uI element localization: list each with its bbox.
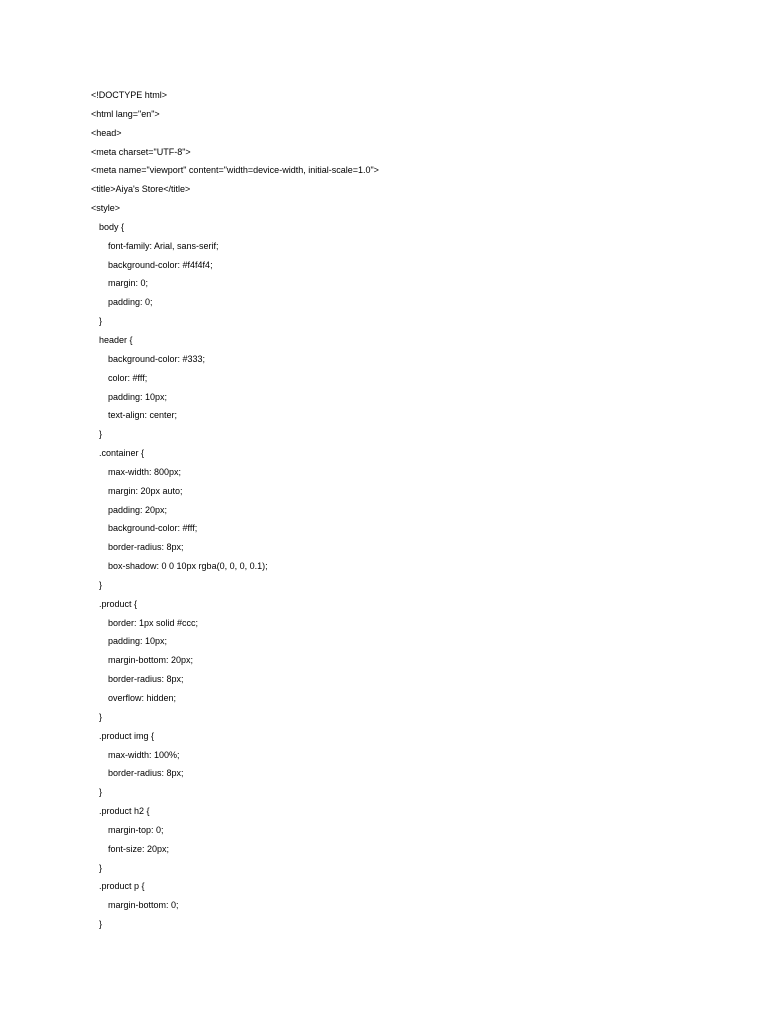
code-line: padding: 10px; xyxy=(108,391,168,402)
code-line: border: 1px solid #ccc; xyxy=(108,617,199,628)
code-line: .product img { xyxy=(99,730,155,741)
code-listing xyxy=(91,86,379,934)
code-line: <style> xyxy=(91,203,121,214)
code-line: padding: 0; xyxy=(108,297,153,308)
code-line: font-size: 20px; xyxy=(108,843,170,854)
code-line: box-shadow: 0 0 10px rgba(0, 0, 0, 0.1); xyxy=(108,561,268,572)
code-line: .container { xyxy=(99,448,145,459)
code-line: } xyxy=(99,711,103,722)
code-line: header { xyxy=(99,334,133,345)
code-line: } xyxy=(99,316,103,327)
code-line: <title>Aiya's Store</title> xyxy=(91,184,191,195)
code-line: background-color: #fff; xyxy=(108,523,198,534)
code-line: margin: 20px auto; xyxy=(108,485,183,496)
code-line: max-width: 100%; xyxy=(108,749,180,760)
code-line: overflow: hidden; xyxy=(108,693,177,703)
code-line: margin-bottom: 0; xyxy=(108,900,179,911)
code-line: max-width: 800px; xyxy=(108,466,182,477)
code-line: font-family: Arial, sans-serif; xyxy=(108,240,219,251)
code-line: } xyxy=(99,919,103,930)
code-line: <html lang="en"> xyxy=(91,108,160,119)
code-line: border-radius: 8px; xyxy=(108,542,184,553)
code-line: margin-bottom: 20px; xyxy=(108,655,194,666)
code-line: } xyxy=(99,787,103,798)
code-line: } xyxy=(99,579,103,590)
code-line: text-align: center; xyxy=(108,410,178,421)
code-line: margin-top: 0; xyxy=(108,824,164,835)
code-line: margin: 0; xyxy=(108,278,149,289)
code-line: .product h2 { xyxy=(99,806,150,817)
code-line: padding: 20px; xyxy=(108,504,168,515)
code-line: <!DOCTYPE html> xyxy=(91,90,168,100)
code-line: body { xyxy=(99,221,125,232)
code-line: border-radius: 8px; xyxy=(108,768,184,779)
code-line: background-color: #333; xyxy=(108,353,206,364)
code-line: <meta name="viewport" content="width=device-width, initial-scale=1.0"> xyxy=(91,165,379,176)
code-line: } xyxy=(99,862,103,873)
code-line: <head> xyxy=(91,127,122,138)
code-line: color: #fff; xyxy=(108,372,148,383)
code-line: background-color: #f4f4f4; xyxy=(108,259,213,270)
code-line: .product p { xyxy=(99,881,145,892)
code-line: <meta charset="UTF-8"> xyxy=(91,146,191,157)
code-line: padding: 10px; xyxy=(108,636,168,647)
code-line: .product { xyxy=(99,598,138,609)
code-line: border-radius: 8px; xyxy=(108,674,184,685)
code-line: } xyxy=(99,429,103,440)
